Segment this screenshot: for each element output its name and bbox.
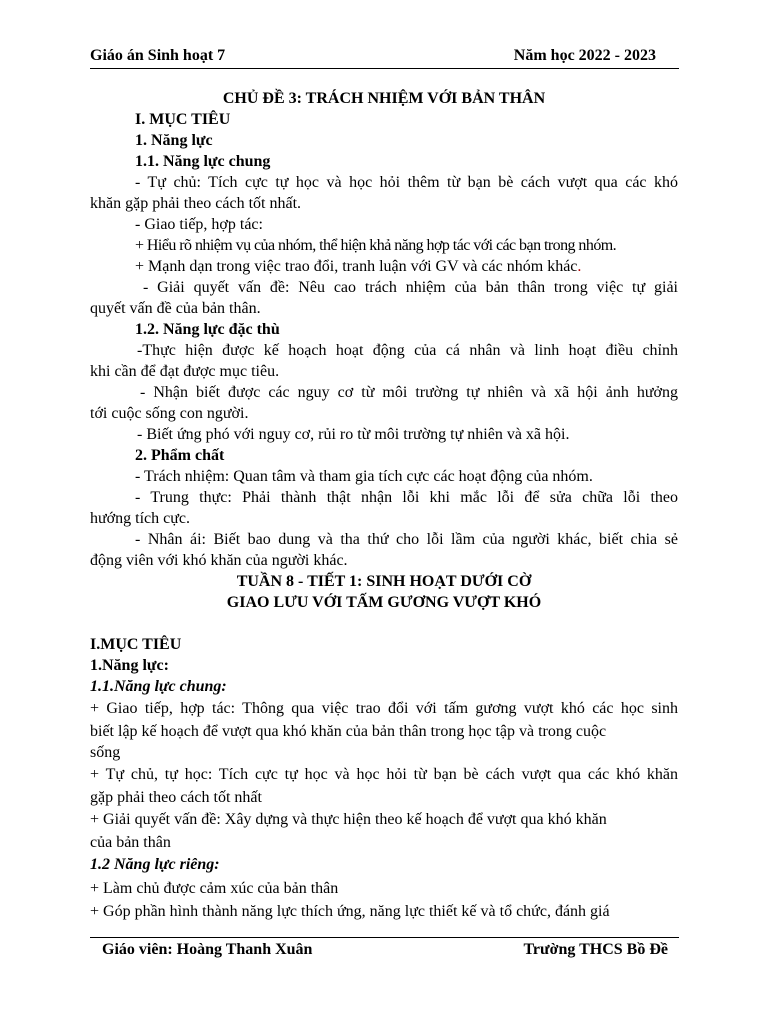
header-rule bbox=[90, 68, 679, 69]
paragraph-line: + Hiểu rõ nhiệm vụ của nhóm, thể hiện khả năng hợp tác với các bạn trong nhóm. bbox=[135, 237, 617, 254]
section-heading: I.MỤC TIÊU bbox=[90, 636, 182, 653]
lesson-title: TUẦN 8 - TIẾT 1: SINH HOẠT DƯỚI CỜ bbox=[236, 573, 532, 590]
paragraph-line: biết lập kế hoạch để vượt qua khó khăn của bản thân trong học tập và trong cuộc bbox=[90, 723, 607, 740]
paragraph-line: + Giao tiếp, hợp tác: Thông qua việc trao đổi với tấm gương vượt khó các học sinh bbox=[90, 700, 678, 717]
footer-left: Giáo viên: Hoàng Thanh Xuân bbox=[102, 941, 313, 958]
subsection-heading: 1.2 Năng lực riêng: bbox=[90, 856, 220, 873]
page-footer bbox=[102, 941, 668, 961]
paragraph-line: sống bbox=[90, 744, 121, 761]
paragraph-line: - Tự chủ: Tích cực tự học và học hỏi thêm từ bạn bè cách vượt qua các khó bbox=[135, 174, 678, 191]
paragraph-line: tới cuộc sống con người. bbox=[90, 405, 249, 422]
paragraph-line: của bản thân bbox=[90, 834, 171, 851]
paragraph-line: + Làm chủ được cảm xúc của bản thân bbox=[90, 880, 339, 897]
paragraph-line: - Nhận biết được các nguy cơ từ môi trường tự nhiên và xã hội ảnh hưởng bbox=[140, 384, 678, 401]
section-heading: I. MỤC TIÊU bbox=[135, 111, 231, 128]
paragraph-line: hướng tích cực. bbox=[90, 510, 190, 527]
page-header bbox=[90, 47, 678, 67]
footer-rule bbox=[90, 937, 679, 938]
blank-line bbox=[90, 613, 678, 634]
subsection-heading: 1.1.Năng lực chung: bbox=[90, 678, 227, 695]
header-left: Giáo án Sinh hoạt 7 bbox=[90, 47, 226, 64]
paragraph-line: - Giải quyết vấn đề: Nêu cao trách nhiệm của bản thân trong việc tự giải bbox=[143, 279, 678, 296]
paragraph-line: khăn gặp phải theo cách tốt nhất. bbox=[90, 195, 302, 212]
paragraph-line: - Trách nhiệm: Quan tâm và tham gia tích cực các hoạt động của nhóm. bbox=[135, 468, 593, 485]
paragraph-line: khi cần để đạt được mục tiêu. bbox=[90, 363, 280, 380]
header-right: Năm học 2022 - 2023 bbox=[513, 47, 656, 64]
paragraph-line: - Nhân ái: Biết bao dung và tha thứ cho lỗi lầm của người khác, biết chia sẻ bbox=[135, 531, 678, 548]
paragraph-line: -Thực hiện được kế hoạch hoạt động của cá nhân và linh hoạt điều chỉnh bbox=[137, 342, 678, 359]
paragraph-line: quyết vấn đề của bản thân. bbox=[90, 300, 261, 317]
paragraph-line: + Tự chủ, tự học: Tích cực tự học và học hỏi từ bạn bè cách vượt qua các khó khăn bbox=[90, 766, 678, 783]
paragraph-line: - Biết ứng phó với nguy cơ, rủi ro từ môi trường tự nhiên và xã hội. bbox=[137, 426, 570, 443]
subsection-heading: 1. Năng lực bbox=[135, 132, 213, 149]
document-body bbox=[90, 88, 678, 922]
subsection-heading: 2. Phẩm chất bbox=[135, 447, 225, 464]
red-period: . bbox=[577, 258, 582, 275]
subsection-heading: 1.1. Năng lực chung bbox=[135, 153, 271, 170]
paragraph-line: - Giao tiếp, hợp tác: bbox=[135, 216, 263, 233]
paragraph-line: + Giải quyết vấn đề: Xây dựng và thực hiện theo kế hoạch để vượt qua khó khăn bbox=[90, 811, 607, 828]
subsection-heading: 1.2. Năng lực đặc thù bbox=[135, 321, 280, 338]
paragraph-line bbox=[90, 256, 678, 277]
paragraph-line: + Góp phần hình thành năng lực thích ứng, năng lực thiết kế và tổ chức, đánh giá bbox=[90, 903, 610, 920]
paragraph-line: - Trung thực: Phải thành thật nhận lỗi khi mắc lỗi để sửa chữa lỗi theo bbox=[135, 489, 678, 506]
lesson-subtitle: GIAO LƯU VỚI TẤM GƯƠNG VƯỢT KHÓ bbox=[226, 594, 542, 611]
paragraph-text: + Mạnh dạn trong việc trao đổi, tranh luận với GV và các nhóm khác bbox=[135, 258, 578, 275]
subsection-heading: 1.Năng lực: bbox=[90, 657, 169, 674]
footer-right: Trường THCS Bồ Đề bbox=[523, 941, 668, 958]
topic-title: CHỦ ĐỀ 3: TRÁCH NHIỆM VỚI BẢN THÂN bbox=[222, 90, 546, 107]
paragraph-line: gặp phải theo cách tốt nhất bbox=[90, 789, 262, 806]
paragraph-line: động viên với khó khăn của người khác. bbox=[90, 552, 348, 569]
